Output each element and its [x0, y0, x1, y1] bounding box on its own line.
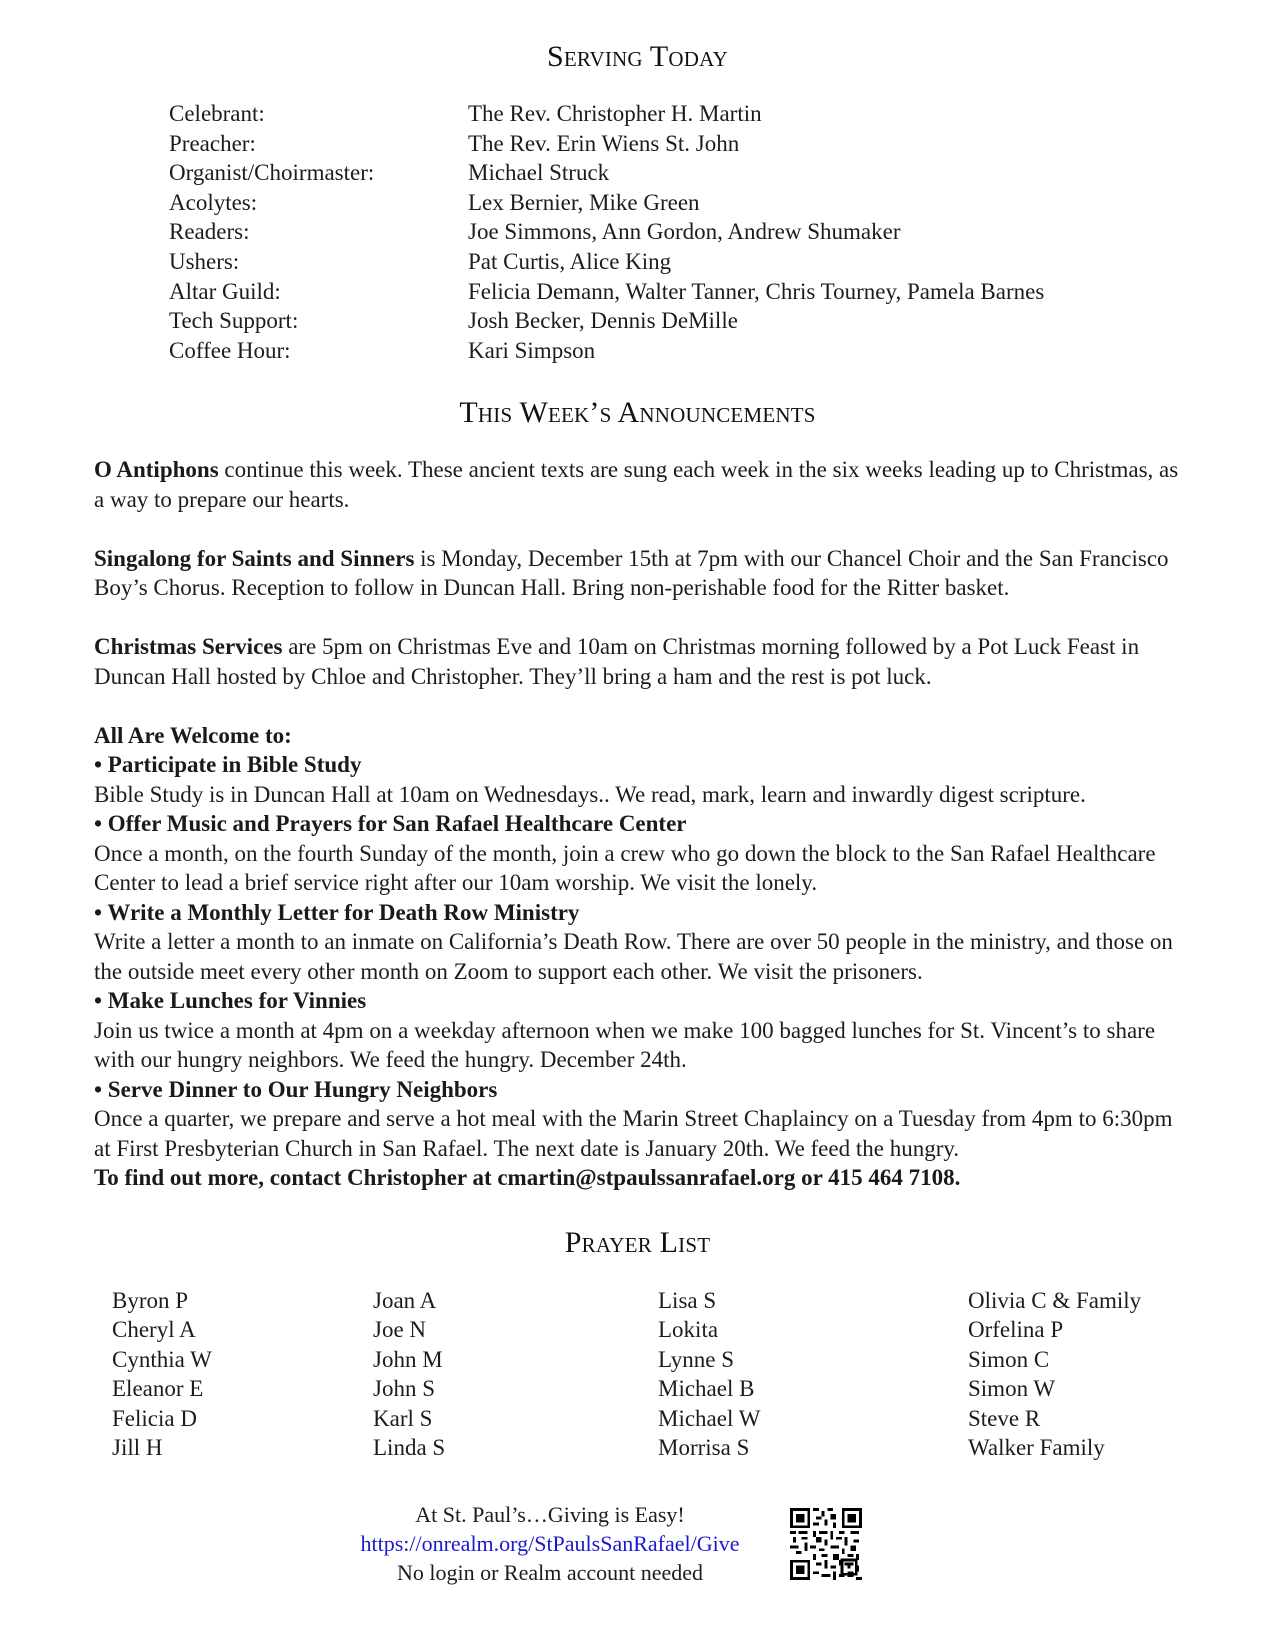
ministry-text: Write a letter a month to an inmate on California’s Death Row. There are over 50 people in the ministry, and those on the outside meet every other month on Zoom to support each other. We visit the prisoners.: [94, 929, 1173, 984]
prayer-name: Joan A: [373, 1288, 437, 1313]
prayer-name: Karl S: [373, 1405, 433, 1431]
prayer-column: [373, 1286, 445, 1462]
ministry-title-text: • Make Lunches for Vinnies: [94, 988, 367, 1013]
prayer-name: Walker Family: [968, 1435, 1105, 1461]
prayer-name: Cheryl A: [112, 1317, 196, 1343]
contact-line: [94, 1163, 1184, 1193]
prayer-name: Michael B: [658, 1376, 755, 1402]
ministry-title: [94, 898, 1184, 928]
serving-names: Michael Struck: [468, 160, 610, 186]
ministry-text: Join us twice a month at 4pm on a weekday afternoon when we make 100 bagged lunches for St. Vincent’s to share with our hungry neighbors. We feed the hungry. December 24th.: [94, 1017, 1156, 1072]
prayer-name: Jill H: [112, 1435, 163, 1461]
serving-role: Organist/Choirmaster:: [169, 160, 375, 186]
serving-row: [169, 188, 1169, 218]
prayer-name: Lisa S: [658, 1288, 717, 1313]
prayer-name: Linda S: [373, 1435, 446, 1461]
serving-role: Coffee Hour:: [169, 337, 291, 363]
announcement-item: [94, 455, 1184, 514]
prayer-list-heading: Prayer List: [564, 1226, 711, 1259]
prayer-name: Lokita: [658, 1317, 719, 1343]
announcement-text: is Monday, December 15th at 7pm with our Chancel Choir and the San Francisco Boy’s Chorus. Reception to follow in Duncan Hall. Bring non-perishable food for the Ritter basket.: [94, 545, 1169, 600]
prayer-name: Michael W: [658, 1405, 761, 1431]
prayer-name: Byron P: [112, 1288, 189, 1313]
prayer-name: John S: [373, 1376, 435, 1402]
qr-code-icon[interactable]: [790, 1508, 862, 1580]
serving-role: Readers:: [169, 219, 250, 245]
serving-row: [169, 217, 1169, 247]
serving-names: The Rev. Erin Wiens St. John: [468, 130, 740, 156]
serving-row: [169, 129, 1169, 159]
giving-block: [320, 1500, 780, 1587]
serving-role: Preacher:: [169, 130, 256, 156]
prayer-name: Simon C: [968, 1346, 1050, 1372]
contact-text: To find out more, contact Christopher at cmartin@stpaulssanrafael.org or 415 464 7108.: [94, 1165, 961, 1190]
ministry-title: [94, 986, 1184, 1016]
serving-role: Celebrant:: [169, 101, 265, 126]
giving-tagline: At St. Paul’s…Giving is Easy!: [415, 1502, 685, 1527]
announcement-title: Christmas Services: [94, 634, 283, 659]
ministry-title-text: • Offer Music and Prayers for San Rafael Healthcare Center: [94, 811, 687, 836]
prayer-name: Joe N: [373, 1317, 427, 1343]
prayer-name: Felicia D: [112, 1405, 197, 1431]
welcome-heading-text: All Are Welcome to:: [94, 722, 292, 748]
serving-names: The Rev. Christopher H. Martin: [468, 101, 762, 126]
ministry-title-text: • Write a Monthly Letter for Death Row Ministry: [94, 899, 580, 925]
serving-names: Lex Bernier, Mike Green: [468, 189, 700, 215]
serving-role: Altar Guild:: [169, 278, 281, 304]
serving-role: Ushers:: [169, 248, 240, 274]
prayer-name: Simon W: [968, 1376, 1056, 1402]
ministry-title-text: • Participate in Bible Study: [94, 752, 362, 777]
ministry-title: [94, 750, 1184, 780]
giving-note: No login or Realm account needed: [396, 1560, 704, 1585]
announcement-title: O Antiphons: [94, 457, 219, 482]
giving-link[interactable]: https://onrealm.org/StPaulsSanRafael/Give: [360, 1531, 740, 1556]
announcements-heading: This Week’s Announcements: [459, 396, 816, 429]
announcement-text: continue this week. These ancient texts are sung each week in the six weeks leading up to Christmas, as a way to prepare our hearts.: [94, 457, 1179, 512]
ministry-text: Once a month, on the fourth Sunday of the month, join a crew who go down the block to the San Rafael Healthcare Center to lead a brief service right after our 10am worship. We visit the lonely.: [94, 840, 1156, 895]
serving-role: Acolytes:: [169, 189, 258, 215]
serving-table: [169, 99, 1169, 365]
prayer-name: Steve R: [968, 1405, 1041, 1431]
serving-today-heading: Serving Today: [547, 40, 728, 73]
serving-names: Joe Simmons, Ann Gordon, Andrew Shumaker: [468, 219, 901, 245]
prayer-name: Lynne S: [658, 1346, 735, 1372]
announcements-body: [94, 455, 1184, 1193]
ministry-title: [94, 809, 1184, 839]
serving-row: [169, 247, 1169, 277]
ministry-title: [94, 1075, 1184, 1105]
serving-names: Josh Becker, Dennis DeMille: [468, 308, 738, 334]
prayer-column: [968, 1286, 1141, 1462]
ministry-title-text: • Serve Dinner to Our Hungry Neighbors: [94, 1076, 498, 1102]
ministry-text: Once a quarter, we prepare and serve a hot meal with the Marin Street Chaplaincy on a Tuesday from 4pm to 6:30pm at First Presbyterian Church in San Rafael. The next date is January 20th. We feed the hungry.: [94, 1106, 1173, 1161]
welcome-heading: [94, 721, 1184, 751]
serving-row: [169, 277, 1169, 307]
prayer-name: Eleanor E: [112, 1376, 204, 1402]
ministry-text: Bible Study is in Duncan Hall at 10am on Wednesdays.. We read, mark, learn and inwardly digest scripture.: [94, 781, 1086, 807]
announcement-title: Singalong for Saints and Sinners: [94, 545, 415, 571]
serving-row: [169, 336, 1169, 366]
prayer-column: [112, 1286, 212, 1462]
prayer-name: Morrisa S: [658, 1435, 750, 1461]
prayer-name: Orfelina P: [968, 1317, 1064, 1343]
serving-row: [169, 158, 1169, 188]
announcement-item: [94, 544, 1184, 603]
prayer-name: John M: [373, 1346, 443, 1372]
prayer-name: Olivia C & Family: [968, 1288, 1142, 1313]
serving-row: [169, 306, 1169, 336]
serving-role: Tech Support:: [169, 308, 299, 334]
prayer-column: [658, 1286, 760, 1462]
serving-names: Pat Curtis, Alice King: [468, 248, 672, 274]
serving-names: Kari Simpson: [468, 337, 596, 363]
prayer-name: Cynthia W: [112, 1346, 212, 1372]
serving-names: Felicia Demann, Walter Tanner, Chris Tourney, Pamela Barnes: [468, 278, 1045, 304]
serving-row: [169, 99, 1169, 129]
announcement-item: [94, 632, 1184, 691]
announcement-text: are 5pm on Christmas Eve and 10am on Christmas morning followed by a Pot Luck Feast in Duncan Hall hosted by Chloe and Christopher. They’ll bring a ham and the rest is pot luck.: [94, 634, 1140, 689]
